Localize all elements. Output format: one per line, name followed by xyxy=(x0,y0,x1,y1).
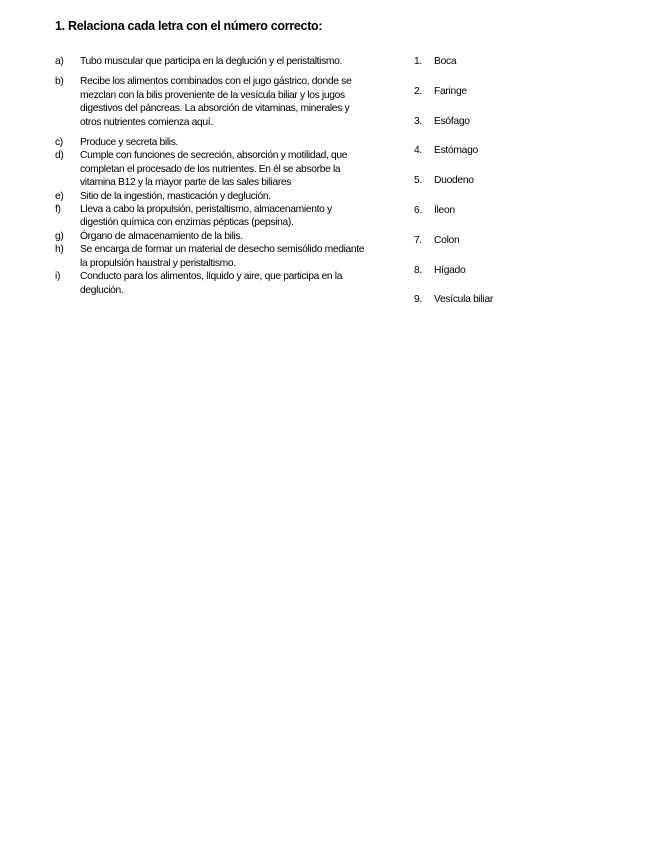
organ-number: 3. xyxy=(414,115,422,127)
organ-number: 9. xyxy=(414,294,422,306)
organ-name: Vesícula biliar xyxy=(434,294,494,306)
item-text: Tubo muscular que participa en la deglución y el peristaltismo. xyxy=(80,56,343,67)
organ-name: Estómago xyxy=(434,145,478,157)
item-letter: c) xyxy=(55,137,63,149)
item-letter: g) xyxy=(55,230,64,242)
item-text: Se encarga de formar un material de desecho semisólido mediante la propulsión haustral y peristaltismo. xyxy=(80,244,365,269)
organ-number: 1. xyxy=(414,56,422,67)
item-letter: h) xyxy=(55,244,64,256)
organ-item xyxy=(414,55,534,85)
description-item-b xyxy=(55,75,385,129)
item-text: Recibe los alimentos combinados con el jugo gástrico, donde se mezclan con la bilis proveniente de la vesícula biliar y los jugos digestivos del páncreas. La absorción de vitaminas, minerales y otros nutrientes comienza aquí. xyxy=(80,76,352,128)
organ-item xyxy=(414,204,534,234)
organ-name: Íleon xyxy=(434,204,455,216)
description-item-d xyxy=(55,149,385,189)
organ-item xyxy=(414,174,534,204)
description-item-f xyxy=(55,203,385,230)
description-item-h xyxy=(55,243,385,270)
organ-item xyxy=(414,85,534,115)
organ-item xyxy=(414,264,534,294)
description-item-g xyxy=(55,230,385,243)
item-text: Conducto para los alimentos, líquido y aire, que participa en la deglución. xyxy=(80,271,343,296)
organ-item xyxy=(414,115,534,145)
organ-name: Boca xyxy=(434,56,457,67)
description-item-a xyxy=(55,55,385,68)
item-letter: b) xyxy=(55,76,64,88)
item-text: Lleva a cabo la propulsión, peristaltismo, almacenamiento y digestión química con enzimas pépticas (pepsina). xyxy=(80,204,332,229)
item-letter: e) xyxy=(55,190,64,202)
organ-number: 8. xyxy=(414,264,422,276)
item-text: Cumple con funciones de secreción, absorción y motilidad, que completan el procesado de los nutrientes. En él se absorbe la vitamina B12 y la mayor parte de las sales biliares xyxy=(80,150,348,189)
organ-name: Duodeno xyxy=(434,175,474,187)
description-item-i xyxy=(55,270,385,297)
description-item-e xyxy=(55,190,385,203)
organ-number: 5. xyxy=(414,175,422,187)
organ-number: 2. xyxy=(414,85,422,97)
organ-name: Hígado xyxy=(434,264,466,276)
organ-number: 6. xyxy=(414,204,422,216)
item-text: Produce y secreta bilis. xyxy=(80,137,179,149)
organ-number: 4. xyxy=(414,145,422,157)
organ-name: Esófago xyxy=(434,115,470,127)
item-letter: i) xyxy=(55,271,61,283)
item-letter: a) xyxy=(55,56,64,67)
organ-number: 7. xyxy=(414,234,422,246)
item-text: Órgano de almacenamiento de la bilis. xyxy=(80,230,243,242)
organ-name: Faringe xyxy=(434,85,467,97)
page-title: 1. Relaciona cada letra con el número correcto: xyxy=(55,19,323,33)
item-letter: d) xyxy=(55,150,64,162)
item-letter: f) xyxy=(55,204,61,216)
organ-list xyxy=(414,55,534,323)
organ-name: Colon xyxy=(434,234,460,246)
organ-item xyxy=(414,234,534,264)
description-list xyxy=(55,55,385,297)
organ-item xyxy=(414,144,534,174)
item-text: Sitio de la ingestión, masticación y deglución. xyxy=(80,190,271,202)
description-item-c xyxy=(55,136,385,149)
organ-item xyxy=(414,293,534,323)
